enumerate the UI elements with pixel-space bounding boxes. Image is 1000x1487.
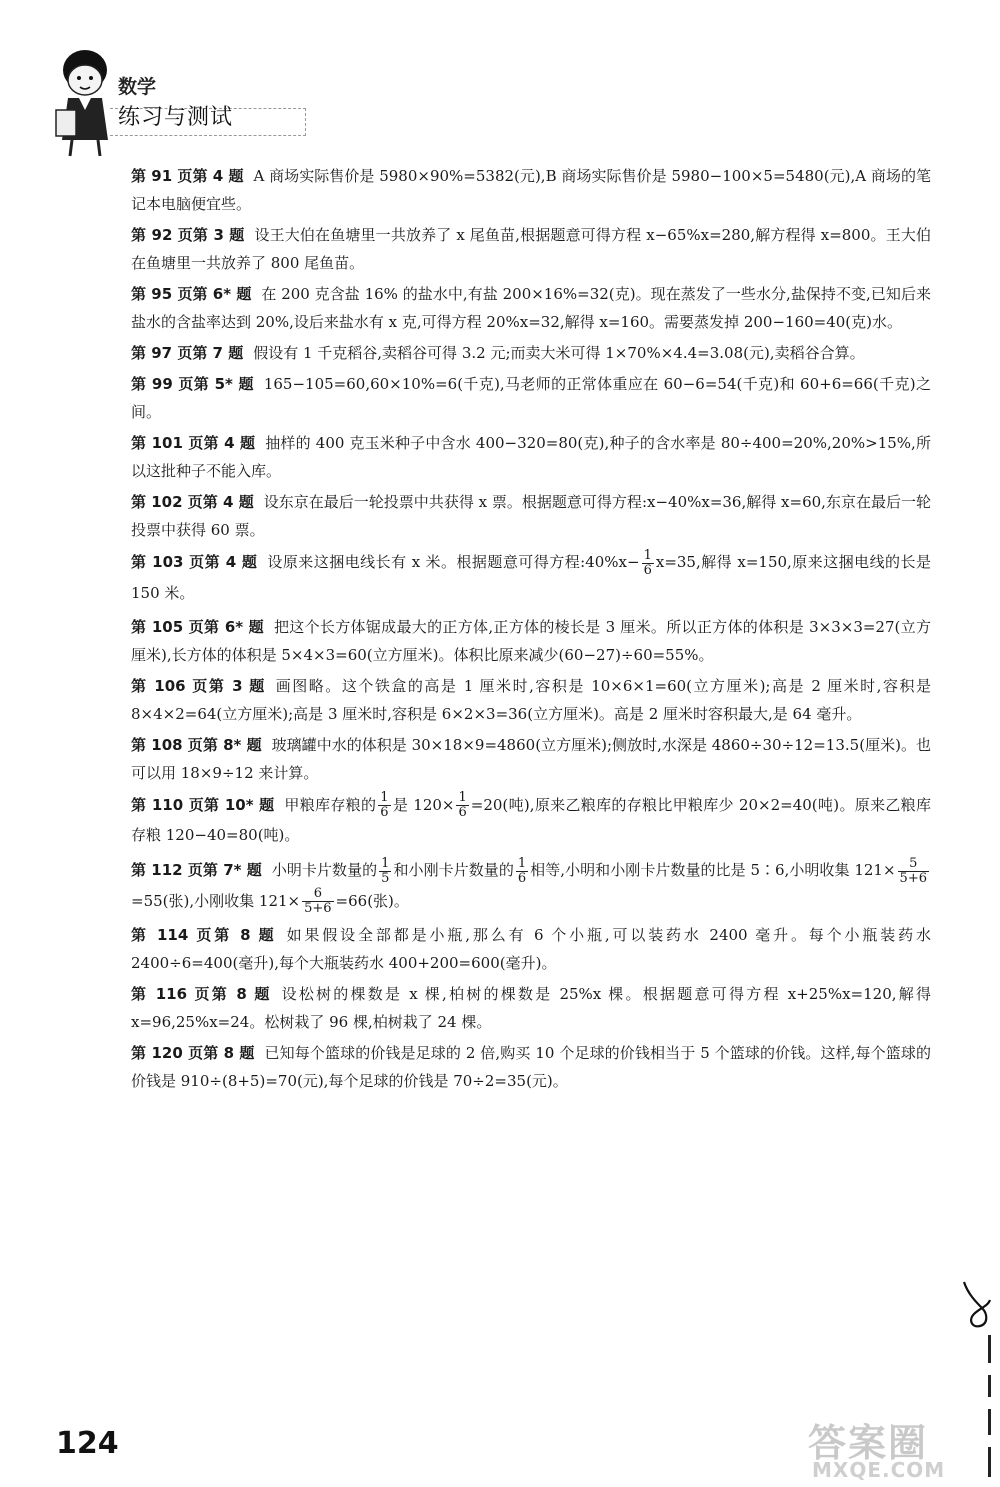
question-label: 第 106 页第 3 题 [131, 676, 266, 695]
question-label: 第 108 页第 8* 题 [131, 735, 262, 754]
fraction-numerator: 1 [458, 790, 467, 805]
answer-text: 玻璃罐中水的体积是 30×18×9=4860(立方厘米);侧放时,水深是 4860÷30÷12=13.5(厘米)。也可以用 18×9÷12 来计算。 [131, 735, 931, 782]
question-label: 第 102 页第 4 题 [131, 493, 254, 511]
fraction-numerator: 1 [517, 855, 527, 871]
fraction-denominator: 5+6 [304, 901, 332, 916]
answer-entry [131, 921, 931, 977]
question-label: 第 103 页第 4 题 [131, 553, 258, 571]
fraction-denominator: 6 [458, 805, 467, 820]
answer-text: 画图略。这个铁盒的高是 1 厘米时,容积是 10×6×1=60(立方厘米);高是 2 厘米时,容积是 8×4×2=64(立方厘米);高是 3 厘米时,容积是 6×2×3=36(立方厘米)。高是 2 厘米时容积最大,是 64 毫升。 [131, 676, 931, 723]
question-label: 第 101 页第 4 题 [131, 434, 256, 452]
answer-text: 如果假设全部都是小瓶,那么有 6 个小瓶,可以装药水 2400 毫升。每个小瓶装药水 2400÷6=400(毫升),每个大瓶装药水 400+200=600(毫升)。 [131, 926, 931, 972]
watermark-url: MXQE.COM [812, 1458, 946, 1482]
fraction [379, 857, 391, 886]
fraction [378, 791, 390, 820]
answer-text: 设原来这捆电线长有 x 米。根据题意可得方程:40%x− [267, 553, 640, 571]
question-label: 第 110 页第 10* 题 [131, 795, 275, 814]
answer-text: 设松树的棵数是 x 棵,柏树的棵数是 25%x 棵。根据题意可得方程 x+25%x=120,解得 x=96,25%x=24。松树栽了 96 棵,柏树栽了 24 棵。 [131, 985, 931, 1031]
answer-text: 假设有 1 千克稻谷,卖稻谷可得 3.2 元;而卖大米可得 1×70%×4.4=3.08(元),卖稻谷合算。 [253, 344, 865, 362]
question-label: 第 116 页第 8 题 [131, 985, 272, 1003]
fraction-numerator: 5 [898, 857, 929, 872]
fraction-numerator: 6 [302, 887, 333, 902]
fraction-denominator: 5 [381, 870, 390, 886]
answer-text: 设王大伯在鱼塘里一共放养了 x 尾鱼苗,根据题意可得方程 x−65%x=280,解方程得 x=800。王大伯在鱼塘里一共放养了 800 尾鱼苗。 [131, 226, 932, 272]
student-mascot-icon [52, 40, 118, 160]
book-header [52, 40, 312, 160]
question-label: 第 105 页第 6* 题 [131, 617, 264, 636]
fraction [302, 887, 333, 916]
answer-entry [131, 1039, 931, 1095]
answer-text: 是 120× [392, 795, 455, 814]
fraction [456, 791, 468, 820]
fraction-numerator: 1 [380, 790, 389, 805]
answer-text: 抽样的 400 克玉米种子中含水 400−320=80(克),种子的含水率是 80÷400=20%,20%>15%,所以这批种子不能入库。 [131, 434, 931, 480]
fraction [898, 857, 929, 886]
answer-text: 165−105=60,60×10%=6(千克),马老师的正常体重应在 60−6=54(千克)和 60+6=66(千克)之间。 [131, 375, 931, 421]
question-label: 第 120 页第 8 题 [131, 1044, 255, 1062]
answer-text: =20(吨),原来乙粮库的存粮比甲粮库少 20×2=40(吨)。原来乙粮库存粮 120−40=80(吨)。 [131, 795, 931, 844]
watermark-text: 答案圈 [808, 1421, 929, 1465]
fraction-denominator: 6 [517, 870, 527, 886]
answer-text: 小明卡片数量的 [271, 861, 378, 879]
answer-entry [131, 280, 931, 336]
fraction-denominator: 6 [380, 805, 389, 820]
book-title: 练习与测试 [118, 105, 234, 130]
answer-entry [131, 488, 931, 544]
answer-text: 已知每个篮球的价钱是足球的 2 倍,购买 10 个足球的价钱相当于 5 个篮球的价钱。这样,每个篮球的价钱是 910÷(8+5)=70(元),每个足球的价钱是 70÷2=35(元)。 [131, 1044, 931, 1090]
answer-text: 相等,小明和小刚卡片数量的比是 5∶6,小明收集 121× [530, 861, 896, 879]
answer-entry [131, 855, 931, 916]
fraction-numerator: 1 [381, 855, 390, 871]
answer-entry [131, 547, 931, 608]
question-label: 第 91 页第 4 题 [131, 167, 244, 185]
answer-text: 在 200 克含盐 16% 的盐水中,有盐 200×16%=32(克)。现在蒸发了一些水分,盐保持不变,已知后来盐水的含盐率达到 20%,设后来盐水有 x 克,可得方程 20%x=32,解得 x=160。需要蒸发掉 200−160=40(克)水。 [131, 285, 931, 331]
answer-list [131, 162, 931, 1098]
answer-entry [131, 429, 931, 485]
answer-entry [131, 672, 931, 728]
answer-entry [131, 221, 931, 277]
fraction-denominator: 5+6 [899, 870, 927, 886]
answer-text: 和小刚卡片数量的 [393, 861, 514, 879]
answer-text: A 商场实际售价是 5980×90%=5382(元),B 商场实际售价是 5980−100×5=5480(元),A 商场的笔记本电脑便宜些。 [131, 167, 931, 213]
page-number: 124 [56, 1426, 119, 1461]
subject-label: 数学 [118, 76, 157, 98]
pen-scribble-icon [958, 1278, 994, 1338]
answer-entry [131, 731, 931, 787]
question-label: 第 92 页第 3 题 [131, 226, 245, 244]
answer-entry [131, 339, 931, 367]
answer-entry [131, 613, 931, 669]
question-label: 第 112 页第 7* 题 [131, 861, 262, 879]
answer-text: =66(张)。 [335, 891, 409, 910]
question-label: 第 99 页第 5* 题 [131, 375, 254, 393]
fraction [516, 857, 528, 886]
fraction [642, 549, 654, 578]
answer-entry [131, 790, 931, 851]
question-label: 第 97 页第 7 题 [131, 344, 244, 362]
question-label: 第 95 页第 6* 题 [131, 285, 252, 303]
answer-text: 设东京在最后一轮投票中共获得 x 票。根据题意可得方程:x−40%x=36,解得 x=60,东京在最后一轮投票中获得 60 票。 [131, 493, 931, 539]
answer-entry [131, 162, 931, 218]
answer-text: x=35,解得 x=150,原来这捆电线的长是 150 米。 [131, 553, 931, 602]
fraction-numerator: 1 [643, 547, 652, 563]
question-label: 第 114 页第 8 题 [131, 926, 277, 944]
answer-text: 把这个长方体锯成最大的正方体,正方体的棱长是 3 厘米。所以正方体的体积是 3×3×3=27(立方厘米),长方体的体积是 5×4×3=60(立方厘米)。体积比原来减少(60−27)÷60=55%。 [131, 617, 931, 664]
answer-entry [131, 370, 931, 426]
answer-text: 甲粮库存粮的 [284, 795, 377, 814]
answer-entry [131, 980, 931, 1036]
answer-text: =55(张),小刚收集 121× [131, 891, 301, 910]
watermark [806, 1410, 996, 1482]
fraction-denominator: 6 [643, 562, 652, 578]
